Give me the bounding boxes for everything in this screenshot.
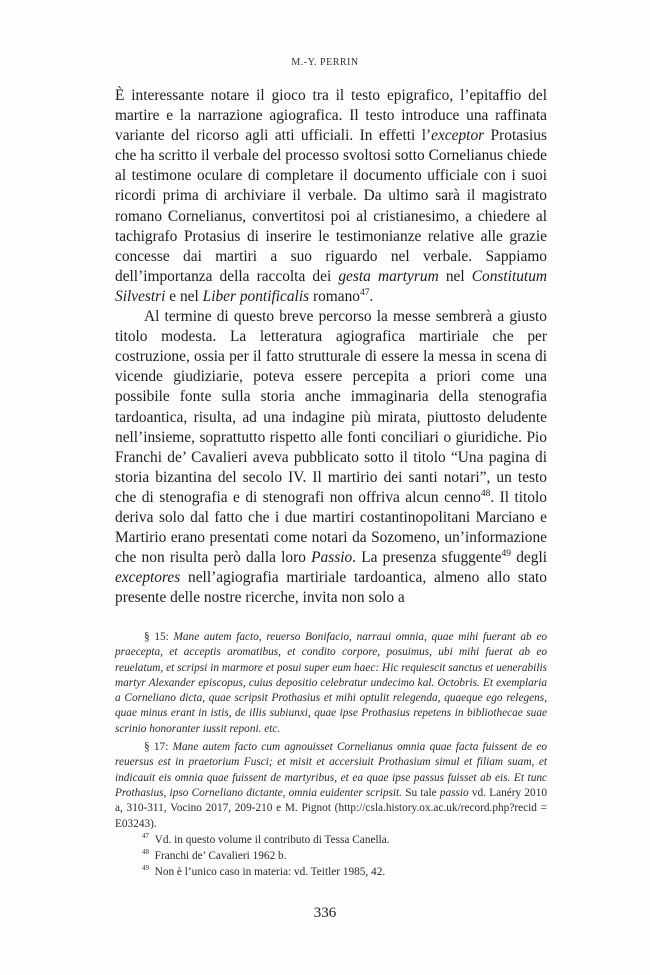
running-header: M.-Y. PERRIN	[291, 57, 359, 68]
footnote-49: $^{49}$ Non è l’unico caso in materia: vd. Teitler 1985, 42.	[142, 864, 386, 879]
footnote-ref-47: 47	[359, 286, 370, 298]
footnote-ref-48: 48	[480, 487, 491, 499]
page-number: 336	[313, 905, 337, 921]
paragraph-2: Al termine di questo breve percorso la messe sembrerà a giusto titolo modesta. La letteratura agiografica martiriale che per costruzione, ossia per il fatto strutturale di essere la messa in scena di vicende giudiziarie, poteva essere percepita a priori come una possibile fonte sulla storia anche immaginaria della stenografia tardoantica, risulta, ad una indagine più mirata, piuttosto deludente nell’insieme, soprattutto rispetto alle fonti conciliari o giuridiche. Pio Franchi de’ Cavalieri aveva pubblicato sotto il titolo “Una pagina di storia bizantina del secolo IV. Il martirio dei santi notari”, un testo che di stenografia e di stenografi non offriva alcun cenno$^{48}$. Il titolo deriva solo dal fatto che i due martiri costantinopolitani Marciano e Martirio erano presentati come notari da Sozomeno, un’informazione che non risulta però dalla loro Passio. La presenza sfuggente$^{49}$ degli exceptores nell’agiografia martiriale tardoantica, almeno allo stato presente delle nostre ricerche, invita non solo a	[115, 308, 547, 607]
footnote-ref-49: 49	[501, 548, 512, 560]
main-text	[115, 86, 547, 608]
note-section-17: § 17: Mane autem facto cum agnouisset Cornelianus omnia quae facta fuissent de eo reuersus est in praetorium Fusci; et misit et accersiuit Prothasium simul et filiam suam, et indicauit eis omnia quae fuissent de martyribus, et ea quae ipse passus fuisset ab eis. Et tunc Prothasius, ipso Corneliano dictante, omnia euidenter scripsit. Su tale passio vd. Lanéry 2010 a, 310-311, Vocino 2017, 209-210 e M. Pignot (http://csla.history.ox.ac.uk/record.php?recid = E03243).	[115, 741, 547, 830]
footnote-48: $^{48}$ Franchi de’ Cavalieri 1962 b.	[142, 848, 287, 863]
note-section-15: § 15: Mane autem facto, reuerso Bonifacio, narraui omnia, quae mihi fuerant ab eo praecepta, et acceptis aromatibus, et condito corpore, posuimus, ubi mihi fuerat ab eo reuelatum, et scripsi in marmore et posui super eum haec: Hic requiescit sanctus et uenerabilis martyr Alexander episcopus, cuius depositio celebratur undecimo kal. Octobris. Et exemplaria a Corneliano dicta, quae scripsit Prothasius et mihi optulit relegenda, quaeque ego relegens, quae minus erant in istis, de illis subiunxi, quae ipse Prothasius repetens in bibliothecae suae scrinio honoranter iussit reponi. etc.	[115, 631, 547, 735]
footnote-47: $^{47}$ Vd. in questo volume il contributo di Tessa Canella.	[142, 832, 390, 846]
notes-section	[115, 630, 547, 881]
paragraph-1: È interessante notare il gioco tra il testo epigrafico, l’epitaffio del martire e la narrazione agiografica. Il testo introduce una raffinata variante del ricorso agli atti ufficiali. In effetti l’exceptor Protasius che ha scritto il verbale del processo svoltosi sotto Cornelianus chiede al testimone oculare di completare il documento ufficiale con i suoi ricordi prima di archiviare il verbale. Da ultimo sarà il magistrato romano Cornelianus, convertitosi poi al cristianesimo, a chiedere al tachigrafo Protasius di inserire le testimonianze relative alle grazie concesse dai martiri a suo riguardo nel verbale. Sappiamo dell’importanza della raccolta dei gesta martyrum nel Constitutum Silvestri e nel Liber pontificalis romano$^{47}$.	[115, 87, 548, 305]
